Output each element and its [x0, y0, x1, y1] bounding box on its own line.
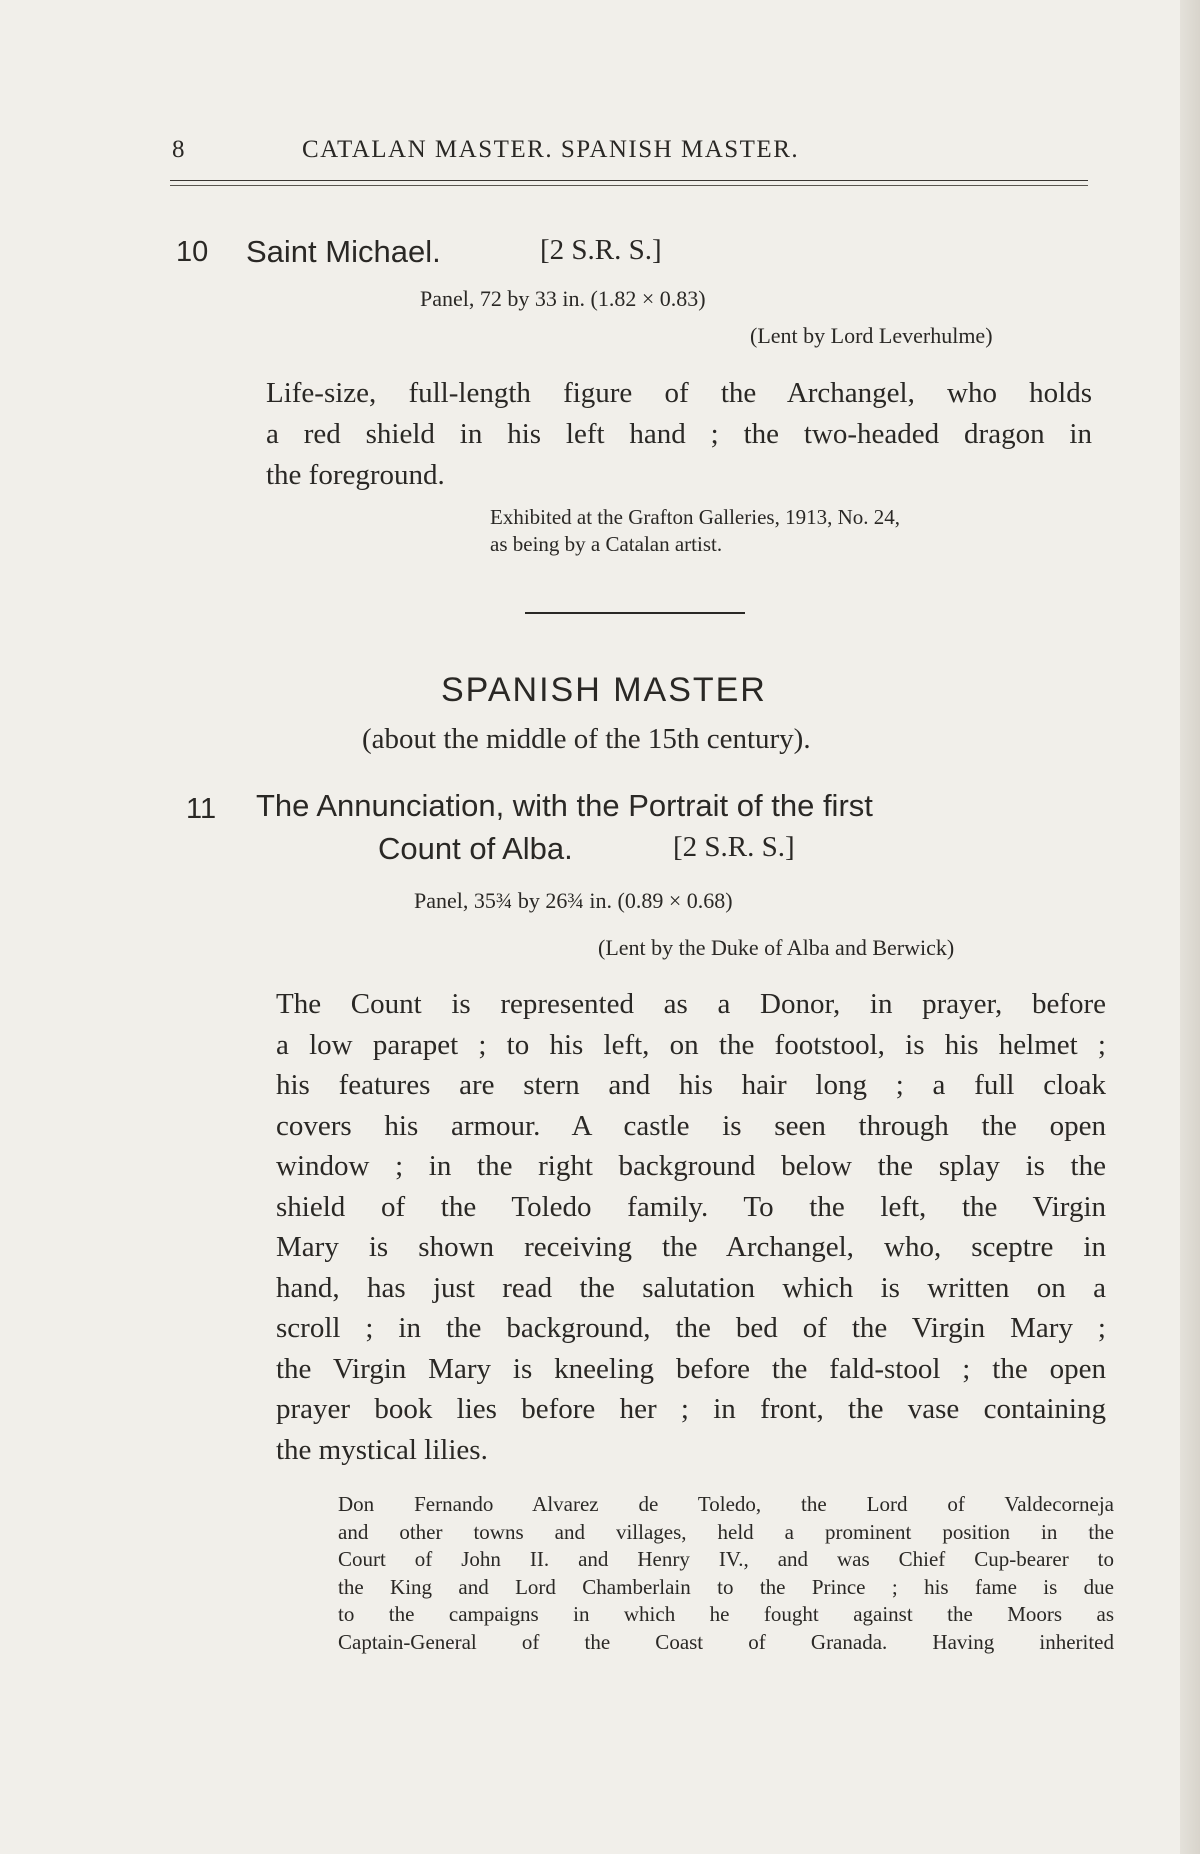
- entry-11-title: The Annunciation, with the Portrait of the first: [256, 788, 873, 823]
- note-line: to the campaigns in which he fought against the Moors as: [338, 1602, 1114, 1626]
- description-line: covers his armour. A castle is seen through the open: [276, 1109, 1106, 1142]
- page-number: 8: [172, 136, 186, 163]
- page-edge: [1180, 0, 1200, 1854]
- entry-10-dimensions: Panel, 72 by 33 in. (1.82 × 0.83): [420, 286, 706, 311]
- description-line: The Count is represented as a Donor, in prayer, before: [276, 988, 1106, 1020]
- entry-10-ref: [2 S.R. S.]: [540, 234, 662, 266]
- note-line: Court of John II. and Henry IV., and was Chief Cup-bearer to: [338, 1547, 1114, 1571]
- description-line: Life-size, full-length figure of the Archangel, who holds: [266, 377, 1092, 409]
- description-line: prayer book lies before her ; in front, the vase containing: [276, 1393, 1106, 1425]
- description-line: his features are stern and his hair long ; a full cloak: [276, 1069, 1106, 1101]
- entry-10-exhibition-note-2: [490, 531, 1090, 558]
- entry-10-exhibition-note: [490, 504, 1090, 531]
- entry-11-description: [276, 984, 1106, 1470]
- description-line: a low parapet ; to his left, on the footstool, is his helmet ;: [276, 1028, 1106, 1061]
- description-line: the foreground.: [266, 459, 445, 491]
- entry-10-title: Saint Michael.: [246, 234, 441, 269]
- section-title: SPANISH MASTER: [441, 671, 767, 709]
- entry-10-number: 10: [176, 236, 209, 268]
- entry-11-ref: [2 S.R. S.]: [673, 831, 795, 863]
- entry-10-lender: (Lent by Lord Leverhulme): [750, 323, 993, 348]
- description-line: window ; in the right background below the splay is the: [276, 1150, 1106, 1182]
- note-line: Don Fernando Alvarez de Toledo, the Lord of Valdecorneja: [338, 1492, 1114, 1516]
- description-line: the Virgin Mary is kneeling before the fald-stool ; the open: [276, 1352, 1106, 1385]
- note-line: Exhibited at the Grafton Galleries, 1913, No. 24,: [490, 505, 900, 529]
- description-line: shield of the Toledo family. To the left, the Virgin: [276, 1190, 1106, 1223]
- header-rule-thin: [170, 185, 1088, 186]
- entry-11-dimensions: Panel, 35¾ by 26¾ in. (0.89 × 0.68): [414, 888, 733, 913]
- note-line: the King and Lord Chamberlain to the Prince ; his fame is due: [338, 1574, 1114, 1599]
- description-line: scroll ; in the background, the bed of the Virgin Mary ;: [276, 1312, 1106, 1344]
- description-line: the mystical lilies.: [276, 1433, 488, 1466]
- entry-11-lender: (Lent by the Duke of Alba and Berwick): [598, 935, 955, 960]
- section-subtitle: (about the middle of the 15th century).: [362, 723, 811, 755]
- entry-10-description: [266, 373, 1092, 496]
- entry-11-title-continued: Count of Alba.: [378, 831, 573, 866]
- note-line: Captain-General of the Coast of Granada. Having inherited: [338, 1629, 1114, 1654]
- running-title: CATALAN MASTER. SPANISH MASTER.: [302, 136, 800, 163]
- entry-11-number: 11: [186, 793, 217, 825]
- description-line: Mary is shown receiving the Archangel, who, sceptre in: [276, 1231, 1106, 1263]
- section-divider: [525, 612, 745, 614]
- note-line: as being by a Catalan artist.: [490, 532, 723, 556]
- header-rule: [170, 180, 1088, 181]
- entry-11-biographical-note: [338, 1491, 1114, 1656]
- note-line: and other towns and villages, held a prominent position in the: [338, 1519, 1114, 1544]
- description-line: a red shield in his left hand ; the two-headed dragon in: [266, 418, 1092, 450]
- description-line: hand, has just read the salutation which is written on a: [276, 1271, 1106, 1304]
